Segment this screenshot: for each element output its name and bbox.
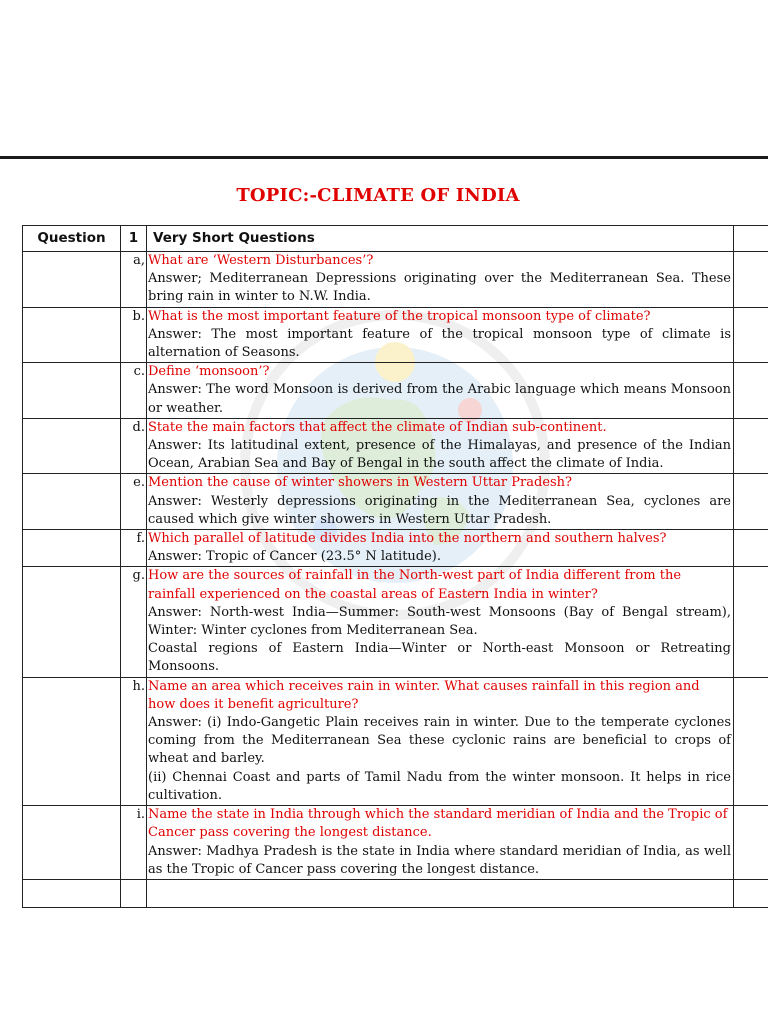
qa-cell bbox=[147, 363, 734, 419]
qa-cell bbox=[147, 307, 734, 363]
qa-cell bbox=[147, 567, 734, 677]
item-letter: i. bbox=[121, 806, 147, 880]
empty-cell bbox=[121, 879, 147, 907]
item-letter: g. bbox=[121, 567, 147, 677]
question-text: Name the state in India through which the standard meridian of India and the Tropic of Cancer pass covering the longest distance. bbox=[148, 807, 728, 841]
question-text: Which parallel of latitude divides India into the northern and southern halves? bbox=[148, 531, 667, 547]
table-row bbox=[23, 307, 768, 363]
table-row bbox=[23, 806, 768, 880]
answer-text: Answer: The most important feature of the tropical monsoon type of climate is alternation of Seasons. bbox=[148, 326, 731, 361]
blank-cell bbox=[734, 567, 768, 677]
answer-text: Coastal regions of Eastern India—Winter or North-east Monsoon or Retreating Monsoons. bbox=[148, 641, 731, 675]
question-number-cell bbox=[23, 252, 121, 308]
blank-cell bbox=[734, 677, 768, 805]
answer-text: Answer: Its latitudinal extent, presence of the Himalayas, and presence of the Indian Ocean, Arabian Sea and Bay of Bengal in the south affect the climate of India. bbox=[148, 438, 731, 472]
section-number: 1 bbox=[121, 226, 147, 252]
empty-cell bbox=[23, 879, 121, 907]
table-row bbox=[23, 252, 768, 308]
question-number-cell bbox=[23, 474, 121, 530]
question-number-cell bbox=[23, 677, 121, 805]
question-text: State the main factors that affect the climate of Indian sub-continent. bbox=[148, 419, 607, 435]
answer-text: Answer: Madhya Pradesh is the state in India where standard meridian of India, as well as the Tropic of Cancer pass covering the longest distance. bbox=[148, 843, 731, 877]
blank-cell bbox=[734, 418, 768, 474]
table-row bbox=[23, 567, 768, 677]
item-letter: b. bbox=[121, 307, 147, 363]
answer-text: Answer: Westerly depressions originating in the Mediterranean Sea, cyclones are caused which give winter showers in Western Uttar Pradesh. bbox=[148, 493, 731, 527]
question-number-cell bbox=[23, 806, 121, 880]
question-text: Name an area which receives rain in winter. What causes rainfall in this region and how does it benefit agriculture? bbox=[148, 678, 700, 712]
blank-cell bbox=[734, 363, 768, 419]
qa-cell bbox=[147, 530, 734, 567]
question-number-cell bbox=[23, 418, 121, 474]
question-number-cell bbox=[23, 530, 121, 567]
blank-cell bbox=[734, 307, 768, 363]
question-number-cell bbox=[23, 567, 121, 677]
qa-cell bbox=[147, 806, 734, 880]
question-number-cell bbox=[23, 363, 121, 419]
item-letter: h. bbox=[121, 677, 147, 805]
item-letter: f. bbox=[121, 530, 147, 567]
qa-cell bbox=[147, 252, 734, 308]
answer-text: Answer: Tropic of Cancer (23.5° N latitude). bbox=[148, 549, 442, 565]
item-letter: d. bbox=[121, 418, 147, 474]
section-title: Very Short Questions bbox=[147, 226, 734, 252]
table-row bbox=[23, 363, 768, 419]
question-text: What are ‘Western Disturbances’? bbox=[148, 253, 374, 268]
answer-text: Answer: (i) Indo-Gangetic Plain receives rain in winter. Due to the temperate cyclones coming from the Mediterranean Sea these cyclonic rains are beneficial to crops of wheat and barley. bbox=[148, 715, 731, 767]
qa-cell bbox=[147, 418, 734, 474]
empty-cell bbox=[734, 879, 768, 907]
table-row bbox=[23, 677, 768, 805]
qa-cell bbox=[147, 677, 734, 805]
answer-text: Answer: The word Monsoon is derived from the Arabic language which means Monsoon or weather. bbox=[148, 382, 731, 416]
item-letter: e. bbox=[121, 474, 147, 530]
blank-cell bbox=[734, 530, 768, 567]
answer-text: Answer; Mediterranean Depressions originating over the Mediterranean Sea. These bring rain in winter to N.W. India. bbox=[148, 271, 731, 305]
table-row bbox=[23, 474, 768, 530]
page-title: TOPIC:-CLIMATE OF INDIA bbox=[236, 185, 520, 206]
answer-text: Answer: North-west India—Summer: South-west Monsoons (Bay of Bengal stream), Winter: Winter cyclones from Mediterranean Sea. bbox=[148, 604, 731, 639]
blank-header-cell bbox=[734, 226, 768, 252]
item-letter: c. bbox=[121, 363, 147, 419]
question-text: Mention the cause of winter showers in Western Uttar Pradesh? bbox=[148, 475, 573, 491]
header-rule bbox=[0, 156, 768, 159]
question-text: How are the sources of rainfall in the North-west part of India different from the rainfall experienced on the coastal areas of Eastern India in winter? bbox=[148, 568, 682, 602]
empty-row bbox=[23, 879, 768, 907]
question-number-cell bbox=[23, 307, 121, 363]
blank-cell bbox=[734, 806, 768, 880]
item-letter: a, bbox=[121, 252, 147, 308]
question-header: Question bbox=[23, 226, 121, 252]
table-row bbox=[23, 418, 768, 474]
empty-cell bbox=[147, 879, 734, 907]
table-row bbox=[23, 530, 768, 567]
answer-text: (ii) Chennai Coast and parts of Tamil Nadu from the winter monsoon. It helps in rice cultivation. bbox=[148, 769, 731, 803]
qa-cell bbox=[147, 474, 734, 530]
question-text: What is the most important feature of the tropical monsoon type of climate? bbox=[148, 308, 651, 324]
question-text: Define ‘monsoon’? bbox=[148, 364, 270, 380]
blank-cell bbox=[734, 474, 768, 530]
table-header-row bbox=[23, 226, 768, 252]
blank-cell bbox=[734, 252, 768, 308]
questions-table bbox=[22, 225, 768, 908]
